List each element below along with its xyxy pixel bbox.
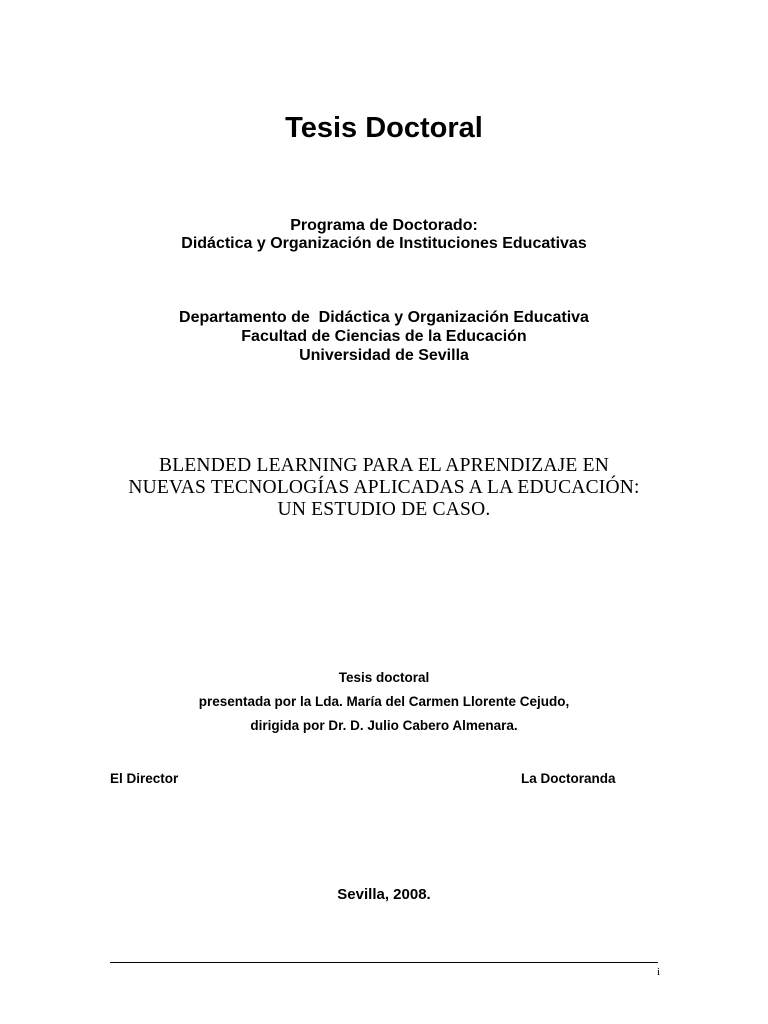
page-number: i [656,966,660,978]
doctoral-program [0,217,768,253]
document-title: Tesis Doctoral [285,112,483,144]
presentation-type: Tesis doctoral [338,670,430,685]
program-label: Programa de Doctorado: [290,217,478,234]
presented-by: presentada por la Lda. María del Carmen Llorente Cejudo, [198,694,570,709]
thesis-title [0,455,768,521]
program-name: Didáctica y Organización de Instituciones Educativas [181,235,587,252]
thesis-title-line-1: BLENDED LEARNING PARA EL APRENDIZAJE EN [159,455,609,476]
candidate-signature-label: La Doctoranda [521,771,616,786]
presentation-block [0,666,768,738]
department-name: Departamento de Didáctica y Organización Educativa [179,309,589,326]
faculty-name: Facultad de Ciencias de la Educación [241,328,527,345]
thesis-title-line-3: UN ESTUDIO DE CASO. [277,499,491,520]
thesis-title-line-2: NUEVAS TECNOLOGÍAS APLICADAS A LA EDUCACIÓN: [128,477,640,498]
directed-by: dirigida por Dr. D. Julio Cabero Almenara. [250,718,518,733]
footer-divider [110,962,658,963]
university-name: Universidad de Sevilla [299,347,469,364]
place-and-date: Sevilla, 2008. [337,886,431,903]
institution-block [0,308,768,365]
director-signature-label: El Director [110,771,179,786]
